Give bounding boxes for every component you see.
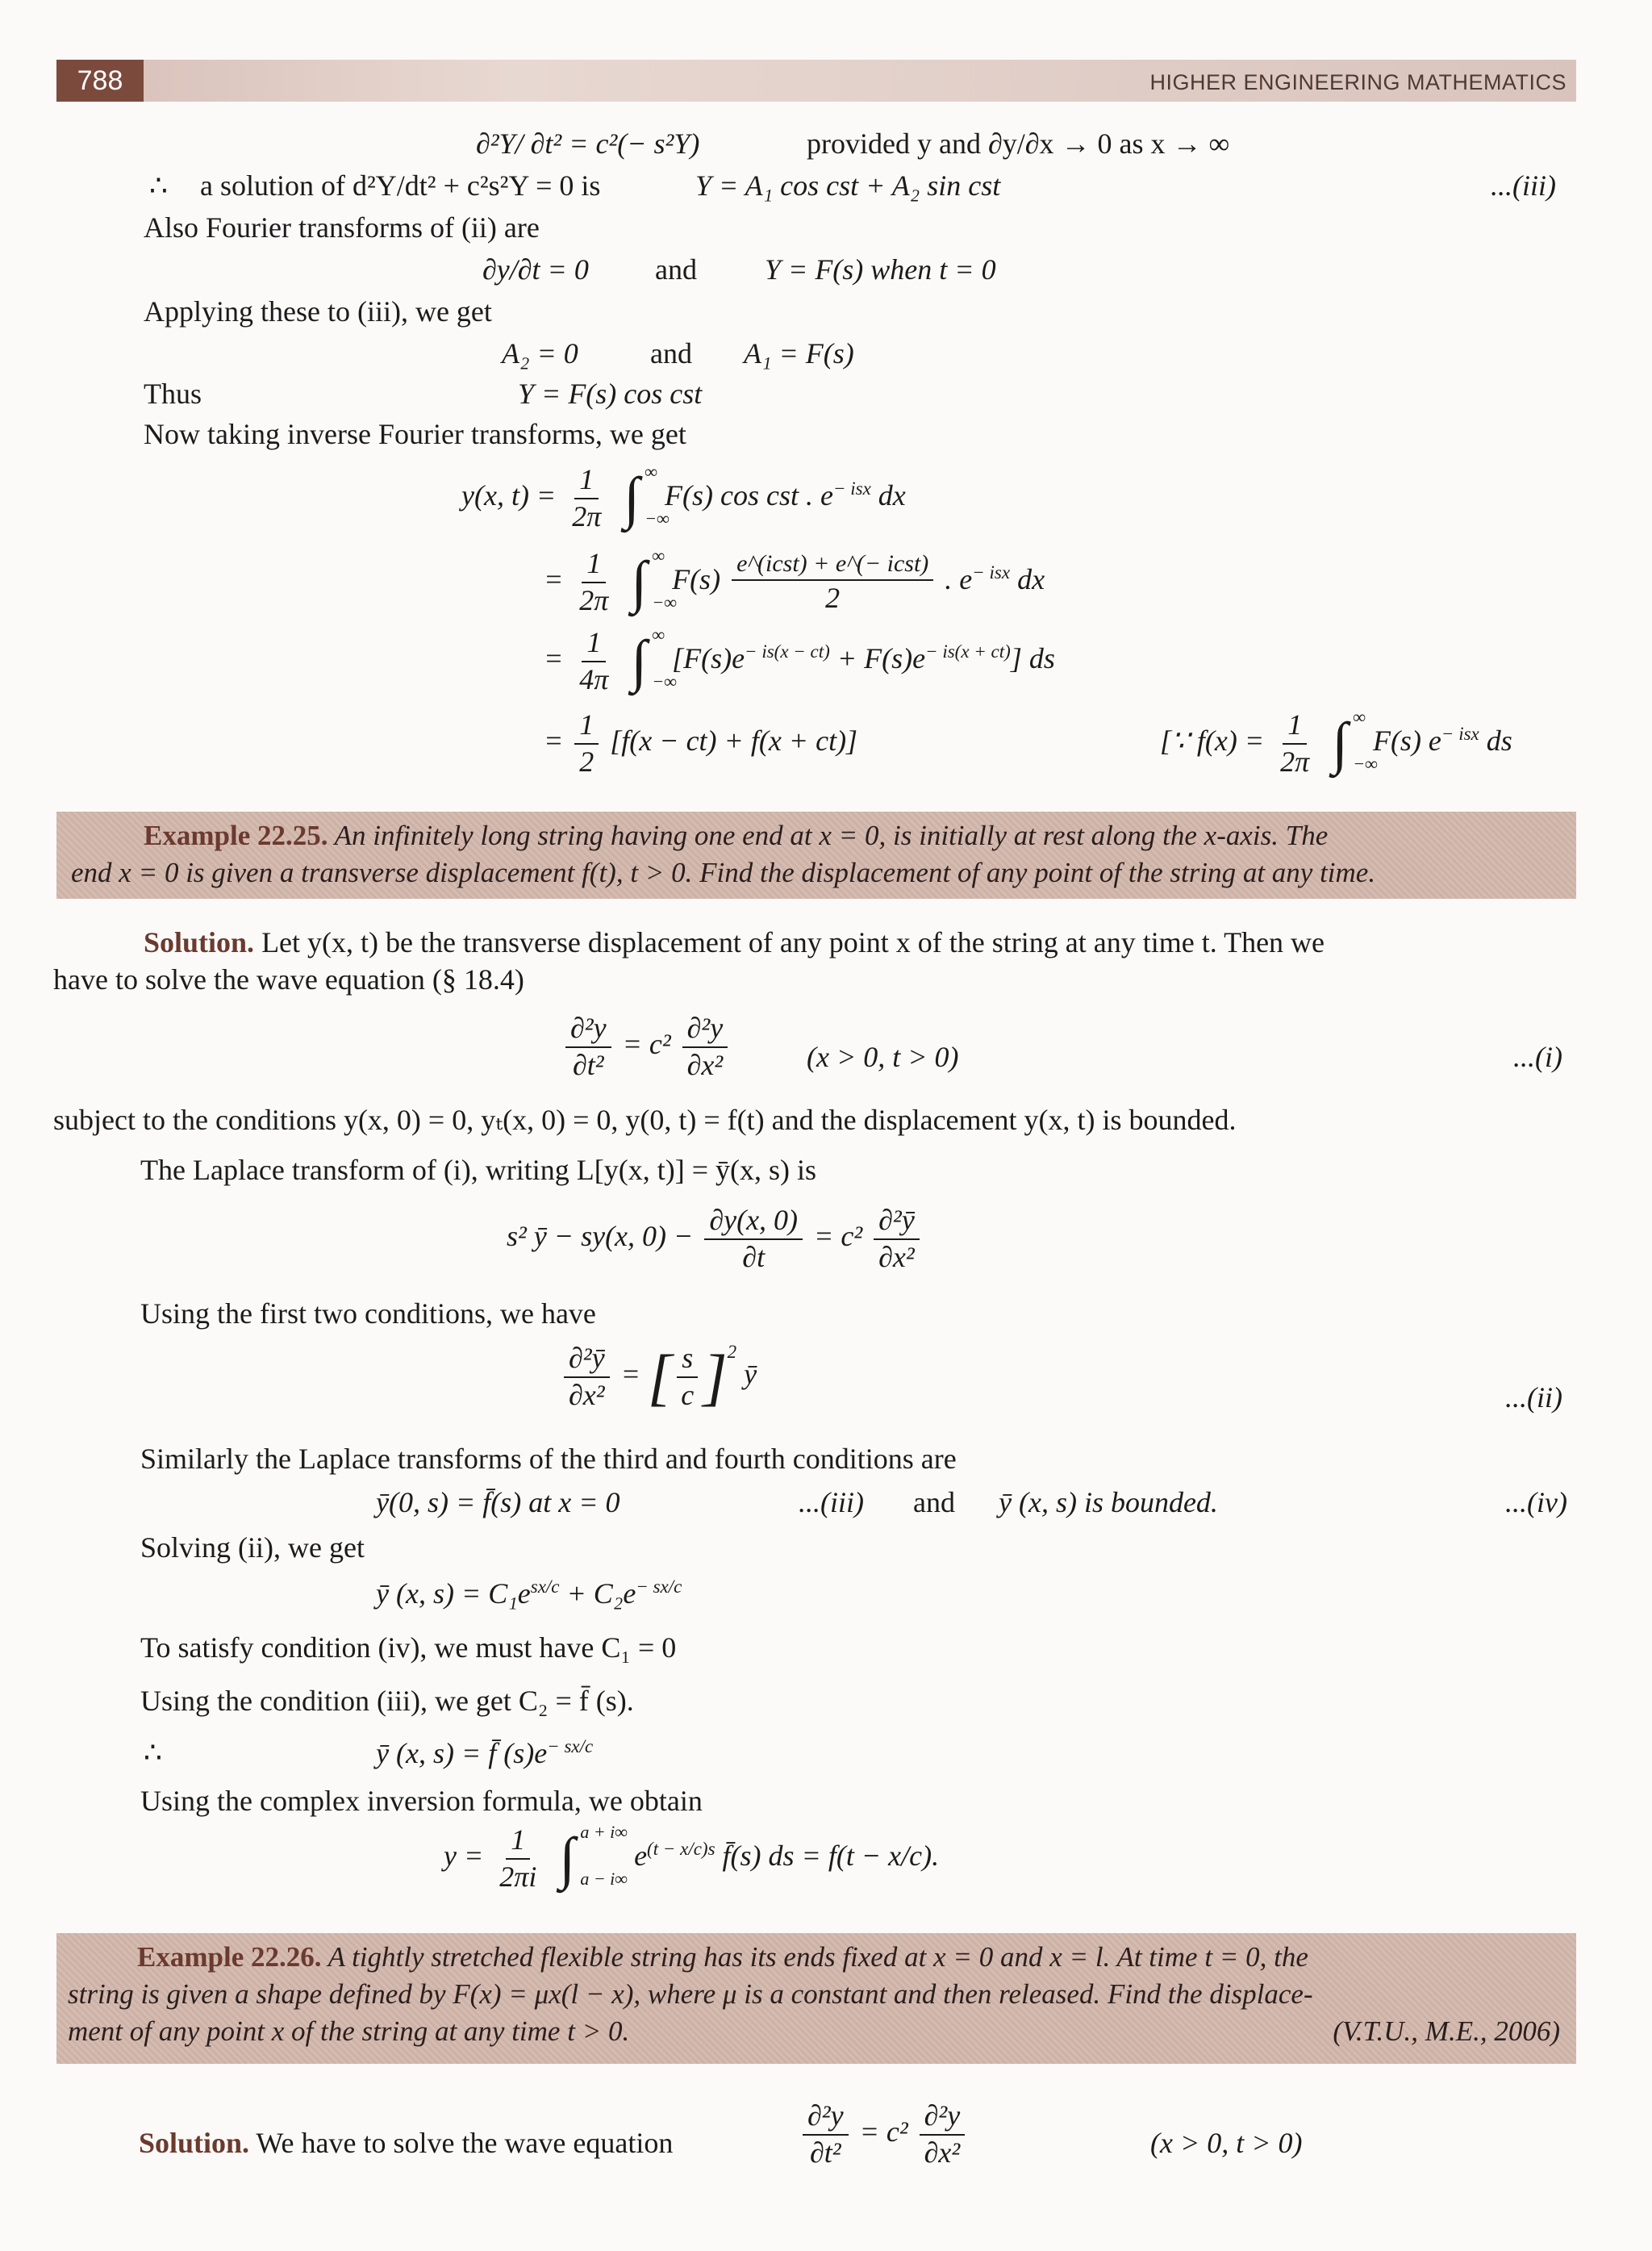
inverse-row-4: = $\frac{1}{2}$ [f(x − ct) + f(x + ct)] — [544, 708, 858, 778]
inverse-row-2: = $\frac{1}{2\pi}$ ∫ ∞ −∞ F(s) $\frac{\text{e\textasciicircum{}(icst) + e\textasciicircum{}(− icst)}}{2}$ . $e^{- isx}$ dx — [544, 545, 1045, 616]
fraction: $\frac{1}{2\pi}$ — [579, 547, 609, 616]
therefore-symbol: ∴ — [144, 1736, 162, 1769]
example-line-2: string is given a shape defined by F(x) = μx(l − x), where μ is a constant and then released. Find the displace- — [68, 1978, 1313, 2010]
laplace-equation: s² ȳ − sy(x, 0) − $\frac{\partial y(x, 0)}{\partial t}$ = c² $\frac{\text{∂²ȳ}}{\text{∂x²}}$ — [507, 1205, 924, 1273]
eq-initial-a: ∂y/∂t = 0 — [482, 253, 589, 286]
eq-a1: A₁ = F(s) — [744, 337, 854, 370]
ode-equation: $\frac{\text{∂²ȳ}}{\text{∂x²}}$ = [ $\frac{s}{c}$ ]$^2$ ȳ — [560, 1341, 757, 1414]
integral-sign: ∫ ∞ −∞ — [631, 624, 677, 694]
running-title: HIGHER ENGINEERING MATHEMATICS — [1149, 70, 1566, 94]
solution-line-1: Solution. Let y(x, t) be the transverse displacement of any point x of the string at any time t. Then we — [144, 926, 1325, 958]
boundary-condition-a: ȳ(0, s) = f̄(s) at x = 0 — [376, 1486, 620, 1518]
wave-equation: $\frac{\text{∂²y}}{\text{∂t²}}$ = c² $\frac{\text{∂²y}}{\text{∂x²}}$ — [799, 2101, 969, 2169]
solution-text: a solution of d²Y/dt² + c²s²Y = 0 is — [200, 169, 601, 202]
integral-sign: ∫ ∞ −∞ — [1332, 707, 1378, 776]
eq-initial-b: Y = F(s) when t = 0 — [765, 253, 996, 286]
inverse-row-1: y(x, t) = $\frac{1}{2\pi}$ ∫ ∞ −∞ F(s) cos cst . $e^{- isx}$ dx — [461, 461, 906, 532]
wave-condition: (x > 0, t > 0) — [807, 1041, 959, 1073]
eq-a2: A₂ = 0 — [502, 337, 578, 370]
eq-transformed-ode: ∂²Y/ ∂t² = c²(− s²Y) — [476, 127, 700, 160]
integral-sign: ∫ ∞ −∞ — [624, 461, 670, 531]
because-note: [∵ f(x) = $\frac{1}{2\pi}$ ∫ ∞ −∞ F(s) $e^{- isx}$ ds — [1160, 707, 1512, 778]
eq-tag: ...(ii) — [1505, 1381, 1562, 1414]
eq-general-solution: Y = A₁ cos cst + A₂ sin cst — [695, 169, 1001, 202]
fraction: $\frac{1}{4\pi}$ — [579, 626, 609, 695]
example-label: Example 22.26. — [137, 1941, 322, 1973]
eq-Y: Y = F(s) cos cst — [518, 378, 703, 410]
text-line: Now taking inverse Fourier transforms, we get — [144, 418, 686, 450]
general-solution: ȳ (x, $s) = C_1e^{sx/c} + C_2e^{- sx/c}$ — [376, 1577, 682, 1610]
boundary-condition-b: ȳ (x, s) is bounded. — [999, 1486, 1218, 1518]
integral-sign: ∫ ∞ −∞ — [631, 545, 677, 615]
fraction: $\frac{1}{2\pi}$ — [1280, 708, 1310, 778]
inverse-row-3: = $\frac{1}{4\pi}$ ∫ ∞ −∞ $[F(s)e^{- is(x - ct)} + F(s)e^{- is(x + ct)}]$ ds — [544, 624, 1055, 695]
example-source: (V.T.U., M.E., 2006) — [1333, 2015, 1560, 2047]
and-word: and — [913, 1486, 955, 1518]
fraction: $\frac{1}{2}$ — [574, 710, 599, 778]
and-word: and — [655, 253, 697, 286]
text-line: To satisfy condition (iv), we must have C₁ = 0 — [140, 1631, 677, 1664]
example-line-2: end x = 0 is given a transverse displacement f(t), t > 0. Find the displacement of any point of the string at any time. — [71, 857, 1376, 888]
wave-equation: $\frac{\text{∂²y}}{\text{∂t²}}$ = c² $\frac{\text{∂²y}}{\text{∂x²}}$ — [561, 1013, 732, 1081]
text-line: Using the condition (iii), we get C₂ = f̄ (s). — [140, 1685, 634, 1717]
text-line: Similarly the Laplace transforms of the third and fourth conditions are — [140, 1443, 957, 1475]
example-line-3: ment of any point x of the string at any time t > 0. — [68, 2015, 630, 2047]
laplace-intro: The Laplace transform of (i), writing L[y(x, t)] = ȳ(x, s) is — [140, 1154, 817, 1186]
solution-label: Solution. — [139, 2127, 250, 2159]
text-line: Also Fourier transforms of (ii) are — [144, 211, 540, 244]
fraction: $\frac{1}{2\pi}$ — [572, 463, 602, 532]
eq-tag: ...(iii) — [1491, 169, 1556, 202]
solution-line-2: have to solve the wave equation (§ 18.4) — [53, 963, 524, 996]
solution-line: Solution. We have to solve the wave equation — [139, 2127, 674, 2159]
example-22-26-box — [56, 1933, 1576, 2064]
page-number: 788 — [56, 60, 144, 102]
text-line: Using the complex inversion formula, we obtain — [140, 1785, 703, 1817]
and-word: and — [650, 337, 692, 370]
fraction: $\frac{\text{e\textasciicircum{}(icst) + e\textasciicircum{}(− icst)}}{2}$ — [732, 551, 933, 613]
example-line-1: Example 22.26. A tightly stretched flexible string has its ends fixed at x = 0 and x = l. At time t = 0, the — [137, 1941, 1308, 1973]
example-22-25-box — [56, 812, 1576, 899]
lhs: y(x, t) = — [461, 479, 557, 512]
eq-tag: ...(iv) — [1505, 1486, 1567, 1518]
text-line: Applying these to (iii), we get — [144, 295, 492, 328]
thus-word: Thus — [144, 378, 202, 410]
solution-label: Solution. — [144, 926, 255, 958]
integral-sign: ∫ a + i∞ a − i∞ — [559, 1822, 628, 1891]
eq-condition: provided y and ∂y/∂x → 0 as x → ∞ — [807, 127, 1230, 160]
example-label: Example 22.25. — [144, 820, 328, 851]
eq-tag: ...(iii) — [799, 1486, 864, 1518]
wave-condition: (x > 0, t > 0) — [1150, 2127, 1303, 2159]
example-line-1: Example 22.25. An infinitely long string having one end at x = 0, is initially at rest along the x-axis. The — [144, 820, 1329, 851]
text-line: Using the first two conditions, we have — [140, 1297, 596, 1330]
inversion-formula: y = $\frac{1}{2\pi i}$ ∫ a + i∞ a − i∞ $e^{(t - x/c)s}$ f̄(s) ds = f(t − x/c). — [444, 1822, 940, 1893]
particular-solution: ȳ (x, s) = f̄ $(s)e^{- sx/c}$ — [376, 1736, 594, 1769]
therefore-symbol: ∴ — [149, 169, 168, 202]
eq-tag: ...(i) — [1513, 1041, 1562, 1073]
text-line: Solving (ii), we get — [140, 1531, 365, 1564]
subject-line: subject to the conditions y(x, 0) = 0, yₜ(x, 0) = 0, y(0, t) = f(t) and the displacement y(x, t) is bounded. — [53, 1104, 1237, 1136]
